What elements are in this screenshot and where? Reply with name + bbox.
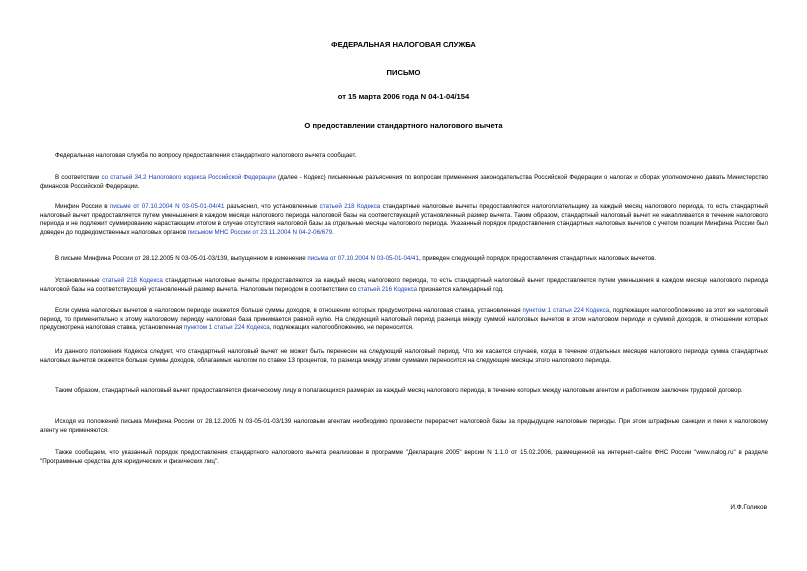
paragraph-8 <box>40 387 768 396</box>
paragraph-text: стандартные налоговые вычеты предоставляются за каждый месяц налогового периода, то есть стандартный налоговый вычет предоставляется путем уменьшения в каждом месяце налогового периода налоговой базы на соответствующий установленный размер вычета. Налоговым периодом в соответствии со <box>40 277 769 293</box>
link-article-34-2[interactable]: со статьей 34.2 Налогового кодекса Российской Федерации <box>101 174 276 181</box>
paragraph-5 <box>40 277 768 294</box>
document-type-heading: ПИСЬМО <box>386 68 421 77</box>
paragraph-6 <box>40 307 768 333</box>
paragraph-9 <box>40 418 768 435</box>
paragraph-text: стандартные налоговые вычеты предоставляются налогоплательщику за каждый месяц налогового периода, то есть стандартный налоговый вычет предоставляется путем уменьшения в каждом месяце налогового периода налоговой базы на соответствующий установленный размер вычета. Таким образом, стандартный налоговый вычет не накапливается в течение налогового периода и не подлежит суммированию нарастающим итогом в случае отсутствия налоговой базы за отдельные месяцы налогового периода. Указанный порядок предоставления стандартных налоговых вычетов с учетом позиции Минфина России был доведен до подведомственных налоговых органов <box>40 203 768 236</box>
signature: И.Ф.Голиков <box>730 504 767 511</box>
paragraph-1-text: Федеральная налоговая служба по вопросу предоставления стандартного налогового вычета сообщает. <box>55 152 357 159</box>
date-number-heading: от 15 марта 2006 года N 04-1-04/154 <box>337 92 470 101</box>
link-letter-07-10-2004[interactable]: письма от 07.10.2004 N 03-05-01-04/41 <box>307 255 419 262</box>
paragraph-1 <box>40 152 768 161</box>
link-article-218[interactable]: статьей 218 Кодекса <box>102 277 163 284</box>
paragraph-text: Таким образом, стандартный налоговый вычет предоставляется физическому лицу в полагающихся размерах за каждый месяц налогового периода, в течение которых между налоговым агентом и работником заключен трудовой договор. <box>55 387 743 394</box>
paragraph-4 <box>40 255 768 264</box>
paragraph-text: признается календарный год. <box>417 285 504 293</box>
paragraph-text: Исходя из положений письма Минфина России от 28.12.2005 N 03-05-01-03/139 налоговым агентам необходимо произвести перерасчет налоговой базы за предыдущие налоговые периоды. При этом штрафные санкции и пени к налоговому агенту не применяются. <box>40 418 768 434</box>
paragraph-text: , приведен следующий порядок предоставления стандартных налоговых вычетов. <box>418 255 657 262</box>
paragraph-text: Установленные <box>55 277 103 284</box>
link-article-216[interactable]: статьей 216 Кодекса <box>357 285 418 293</box>
paragraph-2 <box>40 174 768 191</box>
paragraph-text: , подлежащих налогообложению за этот же налоговый период, то применительно к этому налоговому периоду налоговая база принимается равной нулю. На следующий налоговый период разница между суммой налоговых вычетов в этом налоговом периоде и суммой доходов, в отношении которых предусмотрена налоговая ставка, установленная <box>40 307 768 332</box>
paragraph-text: разъяснил, что установленные <box>224 203 320 210</box>
paragraph-text: Минфин России в <box>55 203 110 210</box>
paragraph-text: Если сумма налоговых вычетов в налоговом периоде окажется больше суммы доходов, в отношении которых предусмотрена налоговая ставка, установленная <box>55 307 523 314</box>
link-letter-07-10-2004[interactable]: письме от 07.10.2004 N 03-05-01-04/41 <box>109 203 225 210</box>
paragraph-text: Также сообщаем, что указанный порядок предоставления стандартного налогового вычета реализован в программе "Декларация 2005" версии N 1.1.0 от 15.02.2006, размещенной на интернет-сайте ФНС России "www.nalog.ru" в разделе "Программные средства для юридических и физических лиц". <box>40 449 768 465</box>
paragraph-text: . <box>332 228 334 236</box>
paragraph-3 <box>40 203 768 237</box>
paragraph-text: В письме Минфина России от 28.12.2005 N 03-05-01-03/139, выпущенном в изменение <box>55 255 308 262</box>
paragraph-10 <box>40 449 768 466</box>
agency-heading: ФЕДЕРАЛЬНАЯ НАЛОГОВАЯ СЛУЖБА <box>331 40 476 49</box>
document-subject-heading: О предоставлении стандартного налогового вычета <box>304 121 503 130</box>
link-article-224-point-1[interactable]: пунктом 1 статьи 224 Кодекса <box>522 307 610 314</box>
paragraph-text: Из данного положения Кодекса следует, что стандартный налоговый вычет не может быть перенесен на следующий налоговый период. Что же касается случаев, когда в течение отдельных месяцев налогового периода сумма стандартных налоговых вычетов окажется больше суммы доходов, облагаемых налогом по ставке 13 процентов, то разница между этими суммами переносится на следующие месяцы этого налогового периода. <box>40 348 768 364</box>
paragraph-text: (далее - Кодекс) письменные разъяснения по вопросам применения законодательства Российской Федерации о налогах и сборах уполномочено давать Министерство финансов Российской Федерации. <box>40 174 768 190</box>
paragraph-text: В соответствии <box>55 174 102 181</box>
link-mns-letter-23-11-2004[interactable]: письмом МНС России от 23.11.2004 N 04-2-06/679 <box>187 228 333 236</box>
link-article-224-point-1[interactable]: пунктом 1 статьи 224 Кодекса <box>183 324 270 332</box>
paragraph-text: , подлежащих налогообложению, не переносится. <box>269 324 414 332</box>
link-article-218[interactable]: статьей 218 Кодекса <box>319 203 381 210</box>
paragraph-7 <box>40 348 768 365</box>
